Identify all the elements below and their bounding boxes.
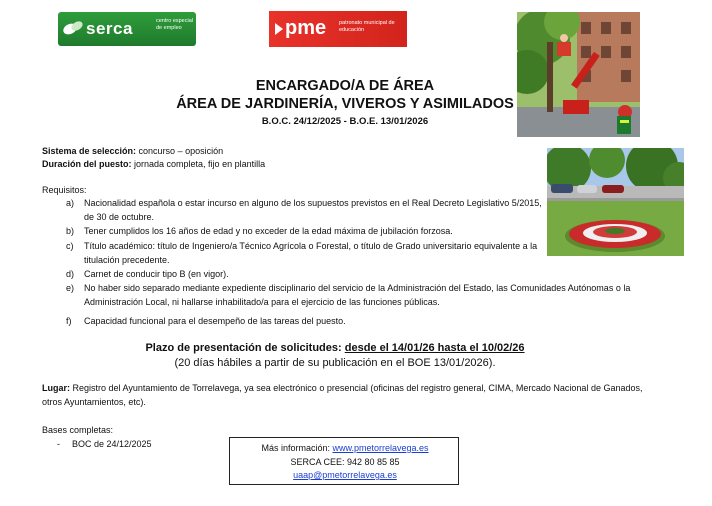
full-rules-heading: Bases completas: <box>42 425 114 435</box>
requirement-text: Carnet de conducir tipo B (en vigor). <box>84 269 229 279</box>
bulletin-references: B.O.C. 24/12/2025 - B.O.E. 13/01/2026 <box>261 116 429 127</box>
website-link[interactable]: www.pmetorrelavega.es <box>332 443 429 453</box>
full-rules-item: BOC de 24/12/2025 <box>72 439 152 449</box>
requirement-text: Capacidad funcional para el desempeño de las tareas del puesto. <box>84 316 346 326</box>
more-info-web-line <box>230 443 460 453</box>
pme-logo-subtitle: patronato municipal de educación <box>339 20 395 33</box>
submission-place-line2: otros Ayuntamientos, etc). <box>42 397 146 407</box>
position-duration-label: Duración del puesto: <box>42 159 132 169</box>
application-deadline-note: (20 días hábiles a partir de su publicación en el BOE 13/01/2026). <box>174 357 496 369</box>
serca-logo <box>58 12 196 46</box>
submission-place-label: Lugar: <box>42 383 70 393</box>
application-deadline-label: Plazo de presentación de solicitudes: <box>145 342 345 354</box>
submission-place-line1: Registro del Ayuntamiento de Torrelavega, ya sea electrónico o presencial (oficinas del registro general, CIMA, Mercado Nacional de Ganados, <box>70 383 643 393</box>
requirement-marker: b) <box>66 226 75 236</box>
selection-system-value: concurso – oposición <box>136 146 224 156</box>
requirement-marker: a) <box>66 198 75 208</box>
email-line <box>230 470 460 480</box>
position-duration <box>42 158 265 170</box>
requirements-heading: Requisitos: <box>42 185 87 195</box>
full-rules-marker: - <box>57 439 60 449</box>
photo-flower-bed <box>547 148 684 256</box>
requirement-text: No haber sido separado mediante expediente disciplinario del servicio de la Administración del Estado, las Comunidades Autónomas o la Administración Local, ni hallarse inhabilitado/a para el ejercicio de las funciones públicas. <box>84 283 631 307</box>
requirement-text: Nacionalidad española o estar incurso en alguno de los supuestos previstos en el Real Decreto Legislativo 5/2015, de 30 de octubre. <box>84 198 542 222</box>
selection-system-label: Sistema de selección: <box>42 146 137 156</box>
pme-logo <box>269 11 407 47</box>
serca-phone: SERCA CEE: 942 80 85 85 <box>290 457 400 467</box>
serca-logo-subtitle: centro especial de empleo <box>156 18 193 31</box>
email-link[interactable]: uaap@pmetorrelavega.es <box>293 470 397 480</box>
requirement-text: Tener cumplidos los 16 años de edad y no exceder de la edad máxima de jubilación forzosa. <box>84 226 453 236</box>
more-info-label: Más información: <box>261 443 333 453</box>
application-deadline <box>100 342 570 354</box>
serca-logo-word: serca <box>86 19 133 38</box>
requirement-marker: f) <box>66 316 72 326</box>
photo-gardener-lift <box>517 12 640 137</box>
serca-leaf-icon <box>62 19 84 37</box>
position-duration-value: jornada completa, fijo en plantilla <box>131 159 266 169</box>
requirement-marker: c) <box>66 241 74 251</box>
application-deadline-dates: desde el 14/01/26 hasta el 10/02/26 <box>344 342 525 354</box>
requirement-marker: d) <box>66 269 75 279</box>
requirement-marker: e) <box>66 283 75 293</box>
more-info-box <box>229 437 459 485</box>
pme-logo-word: pme <box>285 17 327 39</box>
selection-system <box>42 145 223 157</box>
job-area-title: ÁREA DE JARDINERÍA, VIVEROS Y ASIMILADOS <box>176 96 514 112</box>
job-title: ENCARGADO/A DE ÁREA <box>255 78 435 94</box>
requirement-text: Título académico: título de Ingeniero/a Técnico Agrícola o Forestal, o título de Grado universitario equivalente a la titulación precedente. <box>84 241 538 265</box>
submission-place <box>42 382 642 394</box>
